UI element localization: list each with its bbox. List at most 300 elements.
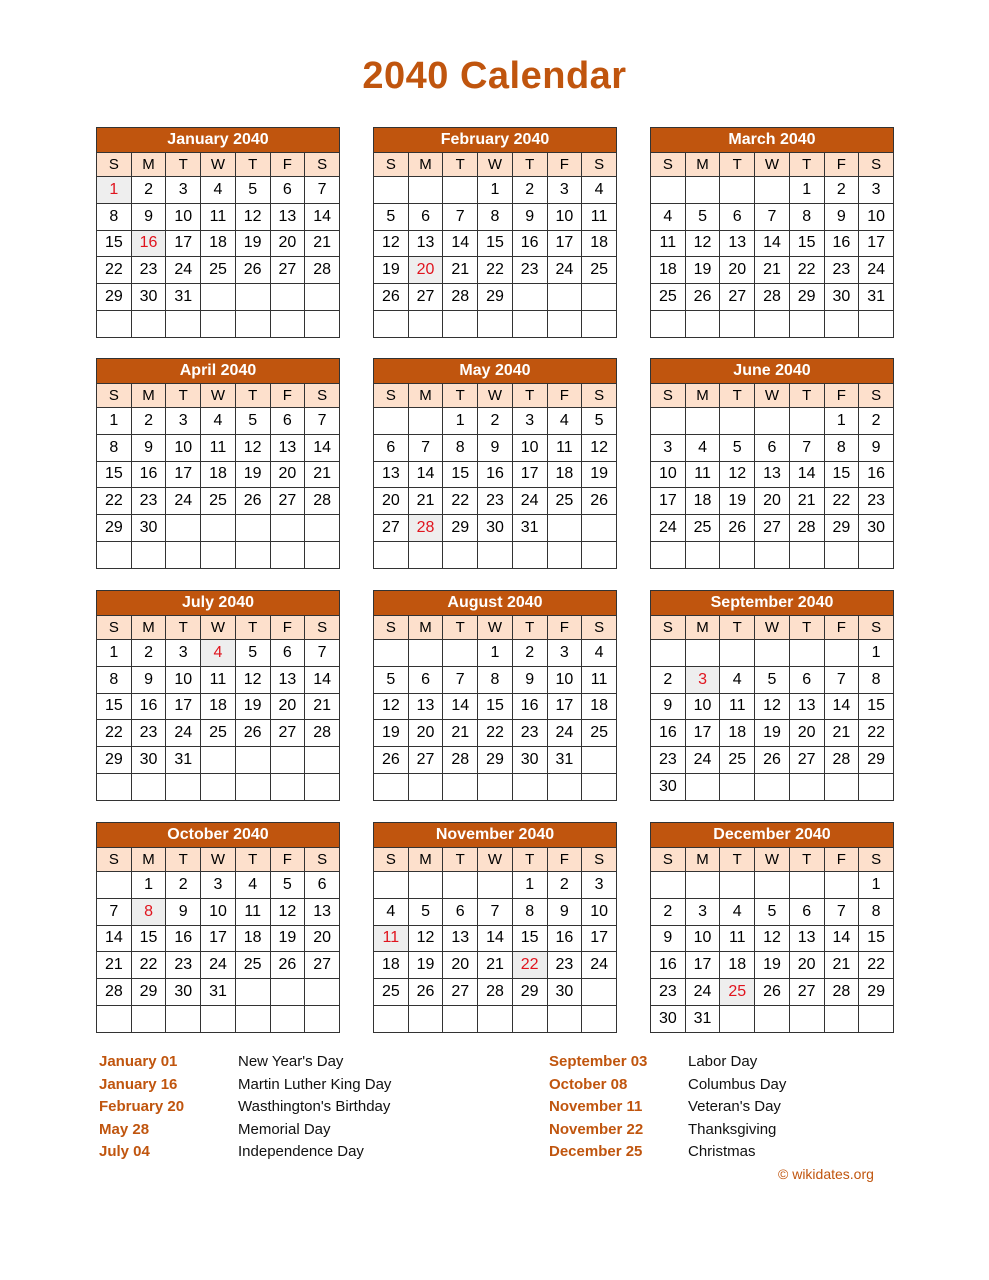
day-cell bbox=[166, 1005, 201, 1032]
day-cell bbox=[443, 1005, 478, 1032]
weekday-header: F bbox=[824, 153, 859, 177]
month-calendar bbox=[650, 822, 894, 1033]
day-cell: 3 bbox=[582, 872, 617, 899]
day-cell: 27 bbox=[270, 720, 305, 747]
day-cell: 31 bbox=[166, 747, 201, 774]
day-cell: 24 bbox=[201, 952, 236, 979]
day-cell: 16 bbox=[859, 461, 894, 488]
month-calendar bbox=[96, 590, 340, 801]
month-calendar bbox=[650, 127, 894, 338]
day-cell: 27 bbox=[443, 979, 478, 1006]
day-cell: 6 bbox=[408, 666, 443, 693]
day-cell: 16 bbox=[131, 461, 166, 488]
weekday-header: M bbox=[408, 384, 443, 408]
day-cell: 5 bbox=[720, 434, 755, 461]
day-cell: 19 bbox=[408, 952, 443, 979]
day-cell bbox=[582, 979, 617, 1006]
day-cell: 31 bbox=[685, 1005, 720, 1032]
month-calendar bbox=[650, 358, 894, 569]
day-cell: 8 bbox=[824, 434, 859, 461]
day-cell bbox=[408, 541, 443, 568]
day-cell: 18 bbox=[582, 230, 617, 257]
day-cell bbox=[720, 640, 755, 667]
holiday-day-cell: 4 bbox=[201, 640, 236, 667]
day-cell: 23 bbox=[166, 952, 201, 979]
day-cell bbox=[720, 310, 755, 337]
day-cell bbox=[408, 1005, 443, 1032]
day-cell: 24 bbox=[685, 747, 720, 774]
day-cell: 30 bbox=[131, 747, 166, 774]
weekday-header: T bbox=[789, 384, 824, 408]
day-cell: 26 bbox=[720, 515, 755, 542]
month-title: September 2040 bbox=[651, 591, 894, 616]
day-cell: 7 bbox=[824, 666, 859, 693]
day-cell: 15 bbox=[443, 461, 478, 488]
day-cell: 15 bbox=[478, 230, 513, 257]
day-cell: 18 bbox=[651, 257, 686, 284]
day-cell bbox=[547, 310, 582, 337]
day-cell: 4 bbox=[201, 408, 236, 435]
day-cell: 1 bbox=[131, 872, 166, 899]
day-cell: 19 bbox=[235, 461, 270, 488]
day-cell bbox=[374, 310, 409, 337]
day-cell bbox=[408, 640, 443, 667]
day-cell: 2 bbox=[166, 872, 201, 899]
day-cell bbox=[374, 773, 409, 800]
day-cell: 25 bbox=[235, 952, 270, 979]
day-cell: 27 bbox=[789, 979, 824, 1006]
weekday-header: M bbox=[131, 153, 166, 177]
day-cell: 19 bbox=[720, 488, 755, 515]
holiday-date: October 08 bbox=[549, 1075, 628, 1093]
day-cell: 28 bbox=[478, 979, 513, 1006]
day-cell: 27 bbox=[374, 515, 409, 542]
day-cell: 11 bbox=[582, 666, 617, 693]
day-cell: 3 bbox=[859, 177, 894, 204]
day-cell bbox=[859, 310, 894, 337]
day-cell: 22 bbox=[859, 952, 894, 979]
day-cell: 22 bbox=[478, 720, 513, 747]
weekday-header: S bbox=[582, 153, 617, 177]
day-cell: 26 bbox=[235, 257, 270, 284]
day-cell: 1 bbox=[824, 408, 859, 435]
day-cell: 8 bbox=[478, 666, 513, 693]
holiday-name: Memorial Day bbox=[238, 1120, 331, 1138]
day-cell bbox=[201, 515, 236, 542]
day-cell: 19 bbox=[374, 257, 409, 284]
weekday-header: T bbox=[235, 384, 270, 408]
day-cell: 8 bbox=[97, 203, 132, 230]
day-cell: 28 bbox=[305, 488, 340, 515]
day-cell: 20 bbox=[755, 488, 790, 515]
day-cell: 17 bbox=[166, 461, 201, 488]
day-cell: 16 bbox=[478, 461, 513, 488]
day-cell: 29 bbox=[478, 747, 513, 774]
day-cell: 8 bbox=[859, 666, 894, 693]
day-cell: 6 bbox=[720, 203, 755, 230]
day-cell bbox=[97, 310, 132, 337]
day-cell: 18 bbox=[582, 693, 617, 720]
day-cell: 11 bbox=[720, 925, 755, 952]
holiday-row bbox=[549, 1121, 786, 1144]
weekday-header: T bbox=[166, 848, 201, 872]
weekday-header: T bbox=[720, 848, 755, 872]
holiday-name: Martin Luther King Day bbox=[238, 1075, 392, 1093]
day-cell: 10 bbox=[859, 203, 894, 230]
day-cell: 25 bbox=[201, 720, 236, 747]
day-cell bbox=[235, 541, 270, 568]
day-cell bbox=[651, 177, 686, 204]
day-cell: 20 bbox=[408, 720, 443, 747]
day-cell: 24 bbox=[859, 257, 894, 284]
weekday-header: T bbox=[443, 848, 478, 872]
day-cell: 10 bbox=[201, 898, 236, 925]
day-cell bbox=[859, 1005, 894, 1032]
day-cell: 17 bbox=[166, 693, 201, 720]
day-cell bbox=[131, 773, 166, 800]
day-cell: 13 bbox=[270, 203, 305, 230]
day-cell bbox=[305, 1005, 340, 1032]
day-cell bbox=[685, 541, 720, 568]
day-cell bbox=[685, 640, 720, 667]
month-title: May 2040 bbox=[374, 359, 617, 384]
day-cell: 6 bbox=[408, 203, 443, 230]
page-title: 2040 Calendar bbox=[362, 55, 627, 97]
day-cell: 14 bbox=[305, 666, 340, 693]
day-cell: 9 bbox=[547, 898, 582, 925]
weekday-header: W bbox=[478, 616, 513, 640]
day-cell: 25 bbox=[651, 284, 686, 311]
day-cell: 20 bbox=[789, 720, 824, 747]
day-cell: 12 bbox=[235, 203, 270, 230]
day-cell bbox=[166, 515, 201, 542]
weekday-header: W bbox=[755, 616, 790, 640]
holiday-date: November 11 bbox=[549, 1098, 643, 1115]
day-cell: 8 bbox=[789, 203, 824, 230]
weekday-header: F bbox=[270, 153, 305, 177]
holiday-date: November 22 bbox=[549, 1120, 644, 1138]
day-cell: 22 bbox=[97, 720, 132, 747]
day-cell: 4 bbox=[720, 898, 755, 925]
day-cell: 24 bbox=[547, 720, 582, 747]
month-calendar bbox=[373, 590, 617, 801]
day-cell: 5 bbox=[582, 408, 617, 435]
day-cell: 26 bbox=[582, 488, 617, 515]
weekday-header: S bbox=[97, 848, 132, 872]
day-cell: 4 bbox=[547, 408, 582, 435]
day-cell bbox=[201, 1005, 236, 1032]
day-cell bbox=[720, 872, 755, 899]
weekday-header: M bbox=[131, 616, 166, 640]
day-cell: 21 bbox=[755, 257, 790, 284]
day-cell: 25 bbox=[685, 515, 720, 542]
weekday-header: S bbox=[859, 616, 894, 640]
weekday-header: S bbox=[859, 848, 894, 872]
day-cell bbox=[789, 541, 824, 568]
day-cell: 1 bbox=[478, 177, 513, 204]
day-cell bbox=[755, 541, 790, 568]
weekday-header: T bbox=[166, 153, 201, 177]
day-cell bbox=[443, 773, 478, 800]
day-cell: 4 bbox=[582, 640, 617, 667]
holiday-row bbox=[549, 1143, 786, 1166]
holiday-row bbox=[99, 1098, 391, 1121]
day-cell bbox=[685, 408, 720, 435]
day-cell: 14 bbox=[824, 925, 859, 952]
weekday-header: W bbox=[755, 153, 790, 177]
day-cell bbox=[478, 872, 513, 899]
day-cell: 11 bbox=[685, 461, 720, 488]
day-cell: 11 bbox=[201, 434, 236, 461]
day-cell bbox=[408, 408, 443, 435]
day-cell bbox=[582, 1005, 617, 1032]
day-cell bbox=[755, 310, 790, 337]
day-cell bbox=[582, 515, 617, 542]
day-cell bbox=[305, 541, 340, 568]
day-cell: 30 bbox=[131, 284, 166, 311]
day-cell: 1 bbox=[859, 640, 894, 667]
day-cell: 2 bbox=[512, 640, 547, 667]
holiday-row bbox=[549, 1076, 786, 1099]
day-cell: 21 bbox=[478, 952, 513, 979]
day-cell: 10 bbox=[582, 898, 617, 925]
day-cell bbox=[720, 773, 755, 800]
day-cell bbox=[201, 541, 236, 568]
day-cell bbox=[789, 408, 824, 435]
day-cell: 8 bbox=[859, 898, 894, 925]
weekday-header: S bbox=[305, 848, 340, 872]
day-cell: 30 bbox=[547, 979, 582, 1006]
day-cell bbox=[270, 284, 305, 311]
day-cell bbox=[201, 284, 236, 311]
day-cell bbox=[512, 310, 547, 337]
weekday-header: T bbox=[235, 153, 270, 177]
day-cell: 4 bbox=[651, 203, 686, 230]
day-cell: 13 bbox=[443, 925, 478, 952]
month-title: October 2040 bbox=[97, 823, 340, 848]
holiday-row bbox=[99, 1053, 391, 1076]
day-cell: 28 bbox=[755, 284, 790, 311]
day-cell: 15 bbox=[97, 230, 132, 257]
day-cell bbox=[235, 773, 270, 800]
weekday-header: W bbox=[201, 848, 236, 872]
day-cell: 8 bbox=[512, 898, 547, 925]
day-cell: 20 bbox=[443, 952, 478, 979]
day-cell: 23 bbox=[651, 979, 686, 1006]
weekday-header: W bbox=[755, 848, 790, 872]
day-cell: 6 bbox=[270, 177, 305, 204]
day-cell: 7 bbox=[478, 898, 513, 925]
day-cell: 20 bbox=[720, 257, 755, 284]
day-cell: 3 bbox=[166, 640, 201, 667]
day-cell: 5 bbox=[685, 203, 720, 230]
day-cell: 16 bbox=[651, 720, 686, 747]
day-cell: 18 bbox=[201, 230, 236, 257]
day-cell bbox=[547, 284, 582, 311]
day-cell: 4 bbox=[201, 177, 236, 204]
day-cell: 13 bbox=[755, 461, 790, 488]
day-cell: 7 bbox=[755, 203, 790, 230]
day-cell bbox=[685, 872, 720, 899]
day-cell: 24 bbox=[685, 979, 720, 1006]
day-cell: 10 bbox=[547, 666, 582, 693]
day-cell: 15 bbox=[824, 461, 859, 488]
day-cell bbox=[305, 284, 340, 311]
day-cell: 12 bbox=[685, 230, 720, 257]
day-cell: 28 bbox=[305, 257, 340, 284]
day-cell: 18 bbox=[720, 952, 755, 979]
weekday-header: S bbox=[374, 848, 409, 872]
day-cell: 7 bbox=[443, 666, 478, 693]
day-cell: 6 bbox=[755, 434, 790, 461]
month-title: April 2040 bbox=[97, 359, 340, 384]
day-cell: 8 bbox=[478, 203, 513, 230]
day-cell: 14 bbox=[789, 461, 824, 488]
day-cell bbox=[270, 541, 305, 568]
day-cell: 3 bbox=[201, 872, 236, 899]
weekday-header: T bbox=[512, 384, 547, 408]
day-cell: 29 bbox=[824, 515, 859, 542]
day-cell bbox=[824, 872, 859, 899]
day-cell bbox=[166, 541, 201, 568]
day-cell: 5 bbox=[270, 872, 305, 899]
weekday-header: W bbox=[755, 384, 790, 408]
weekday-header: M bbox=[408, 153, 443, 177]
day-cell: 29 bbox=[478, 284, 513, 311]
weekday-header: M bbox=[131, 848, 166, 872]
day-cell: 18 bbox=[374, 952, 409, 979]
day-cell bbox=[685, 177, 720, 204]
day-cell: 18 bbox=[685, 488, 720, 515]
weekday-header: F bbox=[824, 616, 859, 640]
day-cell: 2 bbox=[651, 898, 686, 925]
weekday-header: S bbox=[651, 616, 686, 640]
day-cell bbox=[235, 1005, 270, 1032]
holiday-day-cell: 3 bbox=[685, 666, 720, 693]
day-cell: 30 bbox=[478, 515, 513, 542]
day-cell: 4 bbox=[685, 434, 720, 461]
day-cell bbox=[755, 773, 790, 800]
day-cell bbox=[651, 640, 686, 667]
weekday-header: S bbox=[582, 616, 617, 640]
day-cell bbox=[201, 747, 236, 774]
day-cell: 10 bbox=[685, 925, 720, 952]
day-cell: 22 bbox=[478, 257, 513, 284]
day-cell: 21 bbox=[305, 461, 340, 488]
day-cell: 18 bbox=[720, 720, 755, 747]
month-title: March 2040 bbox=[651, 128, 894, 153]
day-cell bbox=[582, 541, 617, 568]
day-cell: 7 bbox=[97, 898, 132, 925]
month-calendar bbox=[96, 358, 340, 569]
day-cell: 9 bbox=[651, 925, 686, 952]
day-cell: 6 bbox=[270, 640, 305, 667]
holiday-name: Christmas bbox=[688, 1143, 756, 1160]
day-cell: 19 bbox=[270, 925, 305, 952]
day-cell: 28 bbox=[97, 979, 132, 1006]
month-title: July 2040 bbox=[97, 591, 340, 616]
day-cell: 9 bbox=[512, 666, 547, 693]
day-cell: 5 bbox=[235, 640, 270, 667]
day-cell: 1 bbox=[789, 177, 824, 204]
day-cell bbox=[755, 640, 790, 667]
day-cell: 9 bbox=[131, 434, 166, 461]
day-cell: 16 bbox=[824, 230, 859, 257]
day-cell: 24 bbox=[166, 488, 201, 515]
day-cell: 27 bbox=[755, 515, 790, 542]
day-cell bbox=[408, 177, 443, 204]
holiday-name: Veteran's Day bbox=[688, 1098, 781, 1115]
day-cell bbox=[789, 310, 824, 337]
day-cell bbox=[97, 541, 132, 568]
weekday-header: M bbox=[685, 848, 720, 872]
day-cell bbox=[478, 541, 513, 568]
day-cell: 19 bbox=[235, 693, 270, 720]
day-cell bbox=[651, 310, 686, 337]
day-cell: 24 bbox=[651, 515, 686, 542]
holiday-name: Independence Day bbox=[238, 1143, 364, 1160]
day-cell bbox=[582, 747, 617, 774]
day-cell: 28 bbox=[305, 720, 340, 747]
weekday-header: S bbox=[651, 384, 686, 408]
day-cell: 15 bbox=[97, 461, 132, 488]
weekday-header: S bbox=[374, 384, 409, 408]
day-cell: 22 bbox=[789, 257, 824, 284]
day-cell bbox=[720, 541, 755, 568]
day-cell: 26 bbox=[374, 284, 409, 311]
day-cell: 30 bbox=[651, 1005, 686, 1032]
day-cell: 12 bbox=[374, 693, 409, 720]
day-cell: 24 bbox=[166, 257, 201, 284]
day-cell bbox=[789, 640, 824, 667]
day-cell bbox=[305, 747, 340, 774]
day-cell bbox=[859, 541, 894, 568]
day-cell: 11 bbox=[582, 203, 617, 230]
holiday-list-right bbox=[549, 1053, 786, 1166]
holiday-name: Wasthington's Birthday bbox=[238, 1098, 391, 1115]
month-calendar bbox=[96, 127, 340, 338]
month-title: August 2040 bbox=[374, 591, 617, 616]
day-cell: 24 bbox=[547, 257, 582, 284]
day-cell: 2 bbox=[859, 408, 894, 435]
day-cell: 12 bbox=[755, 693, 790, 720]
day-cell bbox=[547, 773, 582, 800]
day-cell: 25 bbox=[374, 979, 409, 1006]
day-cell: 12 bbox=[270, 898, 305, 925]
day-cell bbox=[824, 773, 859, 800]
day-cell: 28 bbox=[824, 747, 859, 774]
holiday-day-cell: 16 bbox=[131, 230, 166, 257]
day-cell bbox=[270, 979, 305, 1006]
holiday-day-cell: 11 bbox=[374, 925, 409, 952]
day-cell: 21 bbox=[443, 257, 478, 284]
weekday-header: S bbox=[305, 616, 340, 640]
day-cell: 21 bbox=[305, 693, 340, 720]
day-cell bbox=[374, 408, 409, 435]
weekday-header: S bbox=[305, 384, 340, 408]
day-cell: 18 bbox=[201, 461, 236, 488]
day-cell: 26 bbox=[235, 720, 270, 747]
day-cell: 23 bbox=[478, 488, 513, 515]
day-cell bbox=[305, 310, 340, 337]
day-cell: 9 bbox=[651, 693, 686, 720]
day-cell bbox=[443, 310, 478, 337]
weekday-header: F bbox=[547, 384, 582, 408]
day-cell: 22 bbox=[443, 488, 478, 515]
weekday-header: T bbox=[443, 384, 478, 408]
day-cell: 30 bbox=[651, 773, 686, 800]
weekday-header: T bbox=[443, 616, 478, 640]
